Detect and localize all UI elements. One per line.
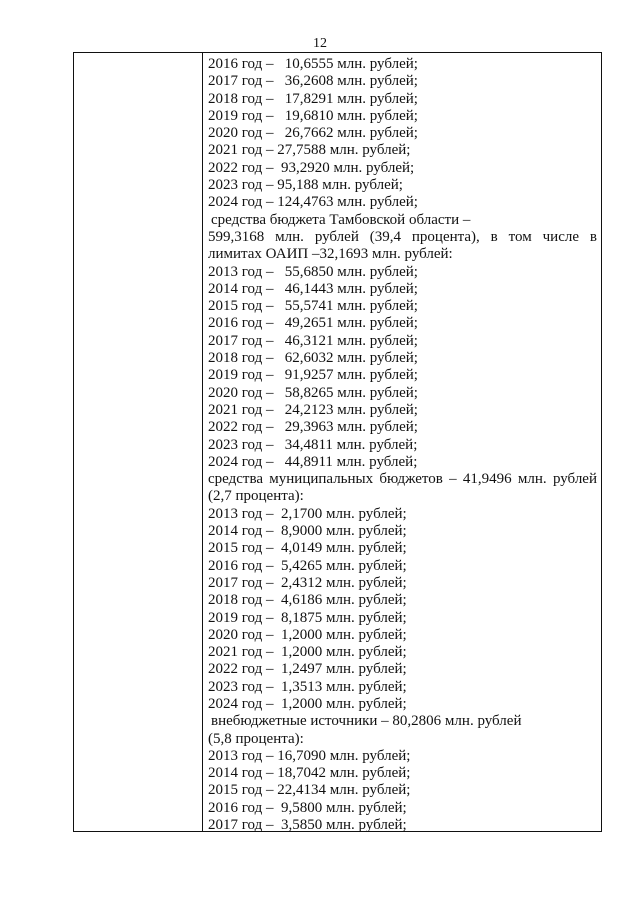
text-line: 2015 год – 22,4134 млн. рублей;	[208, 782, 411, 799]
text-line: 2023 год – 1,3513 млн. рублей;	[208, 678, 407, 695]
text-line: 2023 год – 95,188 млн. рублей;	[208, 177, 403, 194]
text-line: 2020 год – 26,7662 млн. рублей;	[208, 125, 418, 142]
text-line: 2019 год – 19,6810 млн. рублей;	[208, 107, 418, 124]
text-line: 2021 год – 27,7588 млн. рублей;	[208, 142, 411, 159]
text-line: 2013 год – 2,1700 млн. рублей;	[208, 505, 407, 522]
text-line: 2016 год – 9,5800 млн. рублей;	[208, 799, 407, 816]
text-line: средства муниципальных бюджетов – 41,9496 млн. рублей	[208, 471, 597, 488]
text-line: 2024 год – 44,8911 млн. рублей;	[208, 453, 418, 470]
text-line: средства бюджета Тамбовской области –	[211, 211, 471, 228]
text-line: лимитах ОАИП –32,1693 млн. рублей:	[208, 246, 453, 263]
text-line: 2022 год – 93,2920 млн. рублей;	[208, 159, 415, 176]
text-line: 2018 год – 62,6032 млн. рублей;	[208, 350, 418, 367]
text-line: 2017 год – 46,3121 млн. рублей;	[208, 332, 418, 349]
page-number: 12	[313, 36, 327, 51]
text-line: 2014 год – 46,1443 млн. рублей;	[208, 280, 418, 297]
text-line: 2024 год – 1,2000 млн. рублей;	[208, 695, 407, 712]
text-line: 2015 год – 4,0149 млн. рублей;	[208, 540, 407, 557]
text-line: 2013 год – 16,7090 млн. рублей;	[208, 747, 411, 764]
text-line: (2,7 процента):	[208, 488, 304, 505]
text-line: 2017 год – 36,2608 млн. рублей;	[208, 73, 418, 90]
text-line: 2022 год – 29,3963 млн. рублей;	[208, 419, 418, 436]
text-line: 2018 год – 4,6186 млн. рублей;	[208, 592, 407, 609]
text-line: 2016 год – 5,4265 млн. рублей;	[208, 557, 407, 574]
text-line: 2021 год – 24,2123 млн. рублей;	[208, 401, 418, 418]
text-line: 2023 год – 34,4811 млн. рублей;	[208, 436, 418, 453]
text-line: 2024 год – 124,4763 млн. рублей;	[208, 194, 418, 211]
text-line: 2016 год – 10,6555 млн. рублей;	[208, 56, 418, 72]
text-line: 2013 год – 55,6850 млн. рублей;	[208, 263, 418, 280]
text-line: 2018 год – 17,8291 млн. рублей;	[208, 90, 418, 107]
text-line: внебюджетные источники – 80,2806 млн. рублей	[211, 713, 522, 730]
financing-text-column	[208, 56, 597, 834]
text-line: 2019 год – 8,1875 млн. рублей;	[208, 609, 407, 626]
text-line: 2015 год – 55,5741 млн. рублей;	[208, 298, 418, 315]
text-line: 2020 год – 1,2000 млн. рублей;	[208, 626, 407, 643]
column-divider	[202, 53, 203, 831]
text-line: 2014 год – 8,9000 млн. рублей;	[208, 523, 407, 540]
text-line: 2022 год – 1,2497 млн. рублей;	[208, 661, 407, 678]
text-line: 599,3168 млн. рублей (39,4 процента), в том числе в	[208, 228, 597, 245]
text-line: 2017 год – 2,4312 млн. рублей;	[208, 574, 407, 591]
text-line: 2016 год – 49,2651 млн. рублей;	[208, 315, 418, 332]
text-line: 2020 год – 58,8265 млн. рублей;	[208, 384, 418, 401]
text-line: 2017 год – 3,5850 млн. рублей;	[208, 817, 407, 834]
text-line: 2019 год – 91,9257 млн. рублей;	[208, 367, 418, 384]
text-line: 2014 год – 18,7042 млн. рублей;	[208, 765, 411, 782]
financing-table	[73, 52, 602, 832]
text-line: 2021 год – 1,2000 млн. рублей;	[208, 644, 407, 661]
text-line: (5,8 процента):	[208, 730, 304, 747]
